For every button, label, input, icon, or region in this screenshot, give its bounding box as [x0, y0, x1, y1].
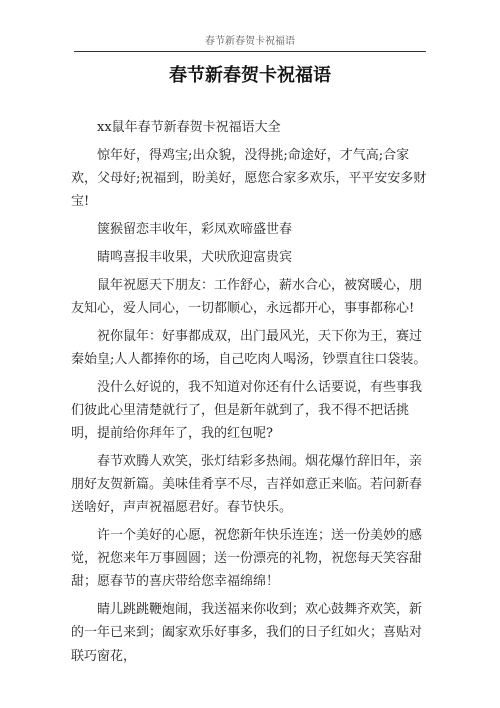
paragraph: 许一个美好的心愿，祝您新年快乐连连；送一份美妙的感觉，祝您来年万事圆圆；送一份漂亮的礼物，祝您每天笑容甜甜；愿春节的喜庆带给您幸福绵绵！	[71, 528, 423, 590]
document-body	[71, 116, 431, 672]
paragraph: 祝你鼠年：好事都成双，出门最风光，天下你为王，赛过秦始皇;人人都捧你的场，自己吃肉人喝汤，钞票直往口袋装。	[71, 328, 427, 367]
paragraph: 睛鸣喜报丰收果，犬吠欣迎富贵宾	[97, 249, 293, 265]
paragraph: xx鼠年春节新春贺卡祝福语大全	[97, 120, 281, 135]
paragraph: 没什么好说的，我不知道对你还有什么话要说，有些事我们彼此心里清楚就行了，但是新年就到了，我不得不把话挑明，提前给你拜年了，我的红包呢?	[71, 379, 423, 441]
page-title: 春节新春贺卡祝福语	[169, 65, 331, 86]
paragraph: 鼠年祝愿天下朋友：工作舒心，薪水合心，被窝暖心，朋友知心，爱人同心，一切都顺心，永远都开心，事事都称心!	[71, 277, 423, 316]
running-header: 春节新春贺卡祝福语	[205, 36, 295, 47]
paragraph: 睛儿跳跳鞭炮闹，我送福来你收到；欢心鼓舞齐欢笑，新的一年已来到；阖家欢乐好事多，我们的日子红如火；喜贴对联巧窗花，	[71, 602, 423, 664]
paragraph: 惊年好，得鸡宝;出众貌，没得挑;命途好，才气高;合家欢，父母好;祝福到，盼美好，愿您合家多欢乐，平平安安多财宝!	[71, 147, 427, 210]
paragraph: 箧猴留恋丰收年，彩凤欢啼盛世春	[97, 222, 293, 237]
paragraph: 春节欢腾人欢笑，张灯结彩多热闹。烟花爆竹辞旧年，亲朋好友贺新篇。美味佳肴享不尽，吉祥如意正来临。若问新春送啥好，声声祝福愿君好。春节快乐。	[71, 453, 423, 516]
header-divider	[74, 51, 426, 52]
